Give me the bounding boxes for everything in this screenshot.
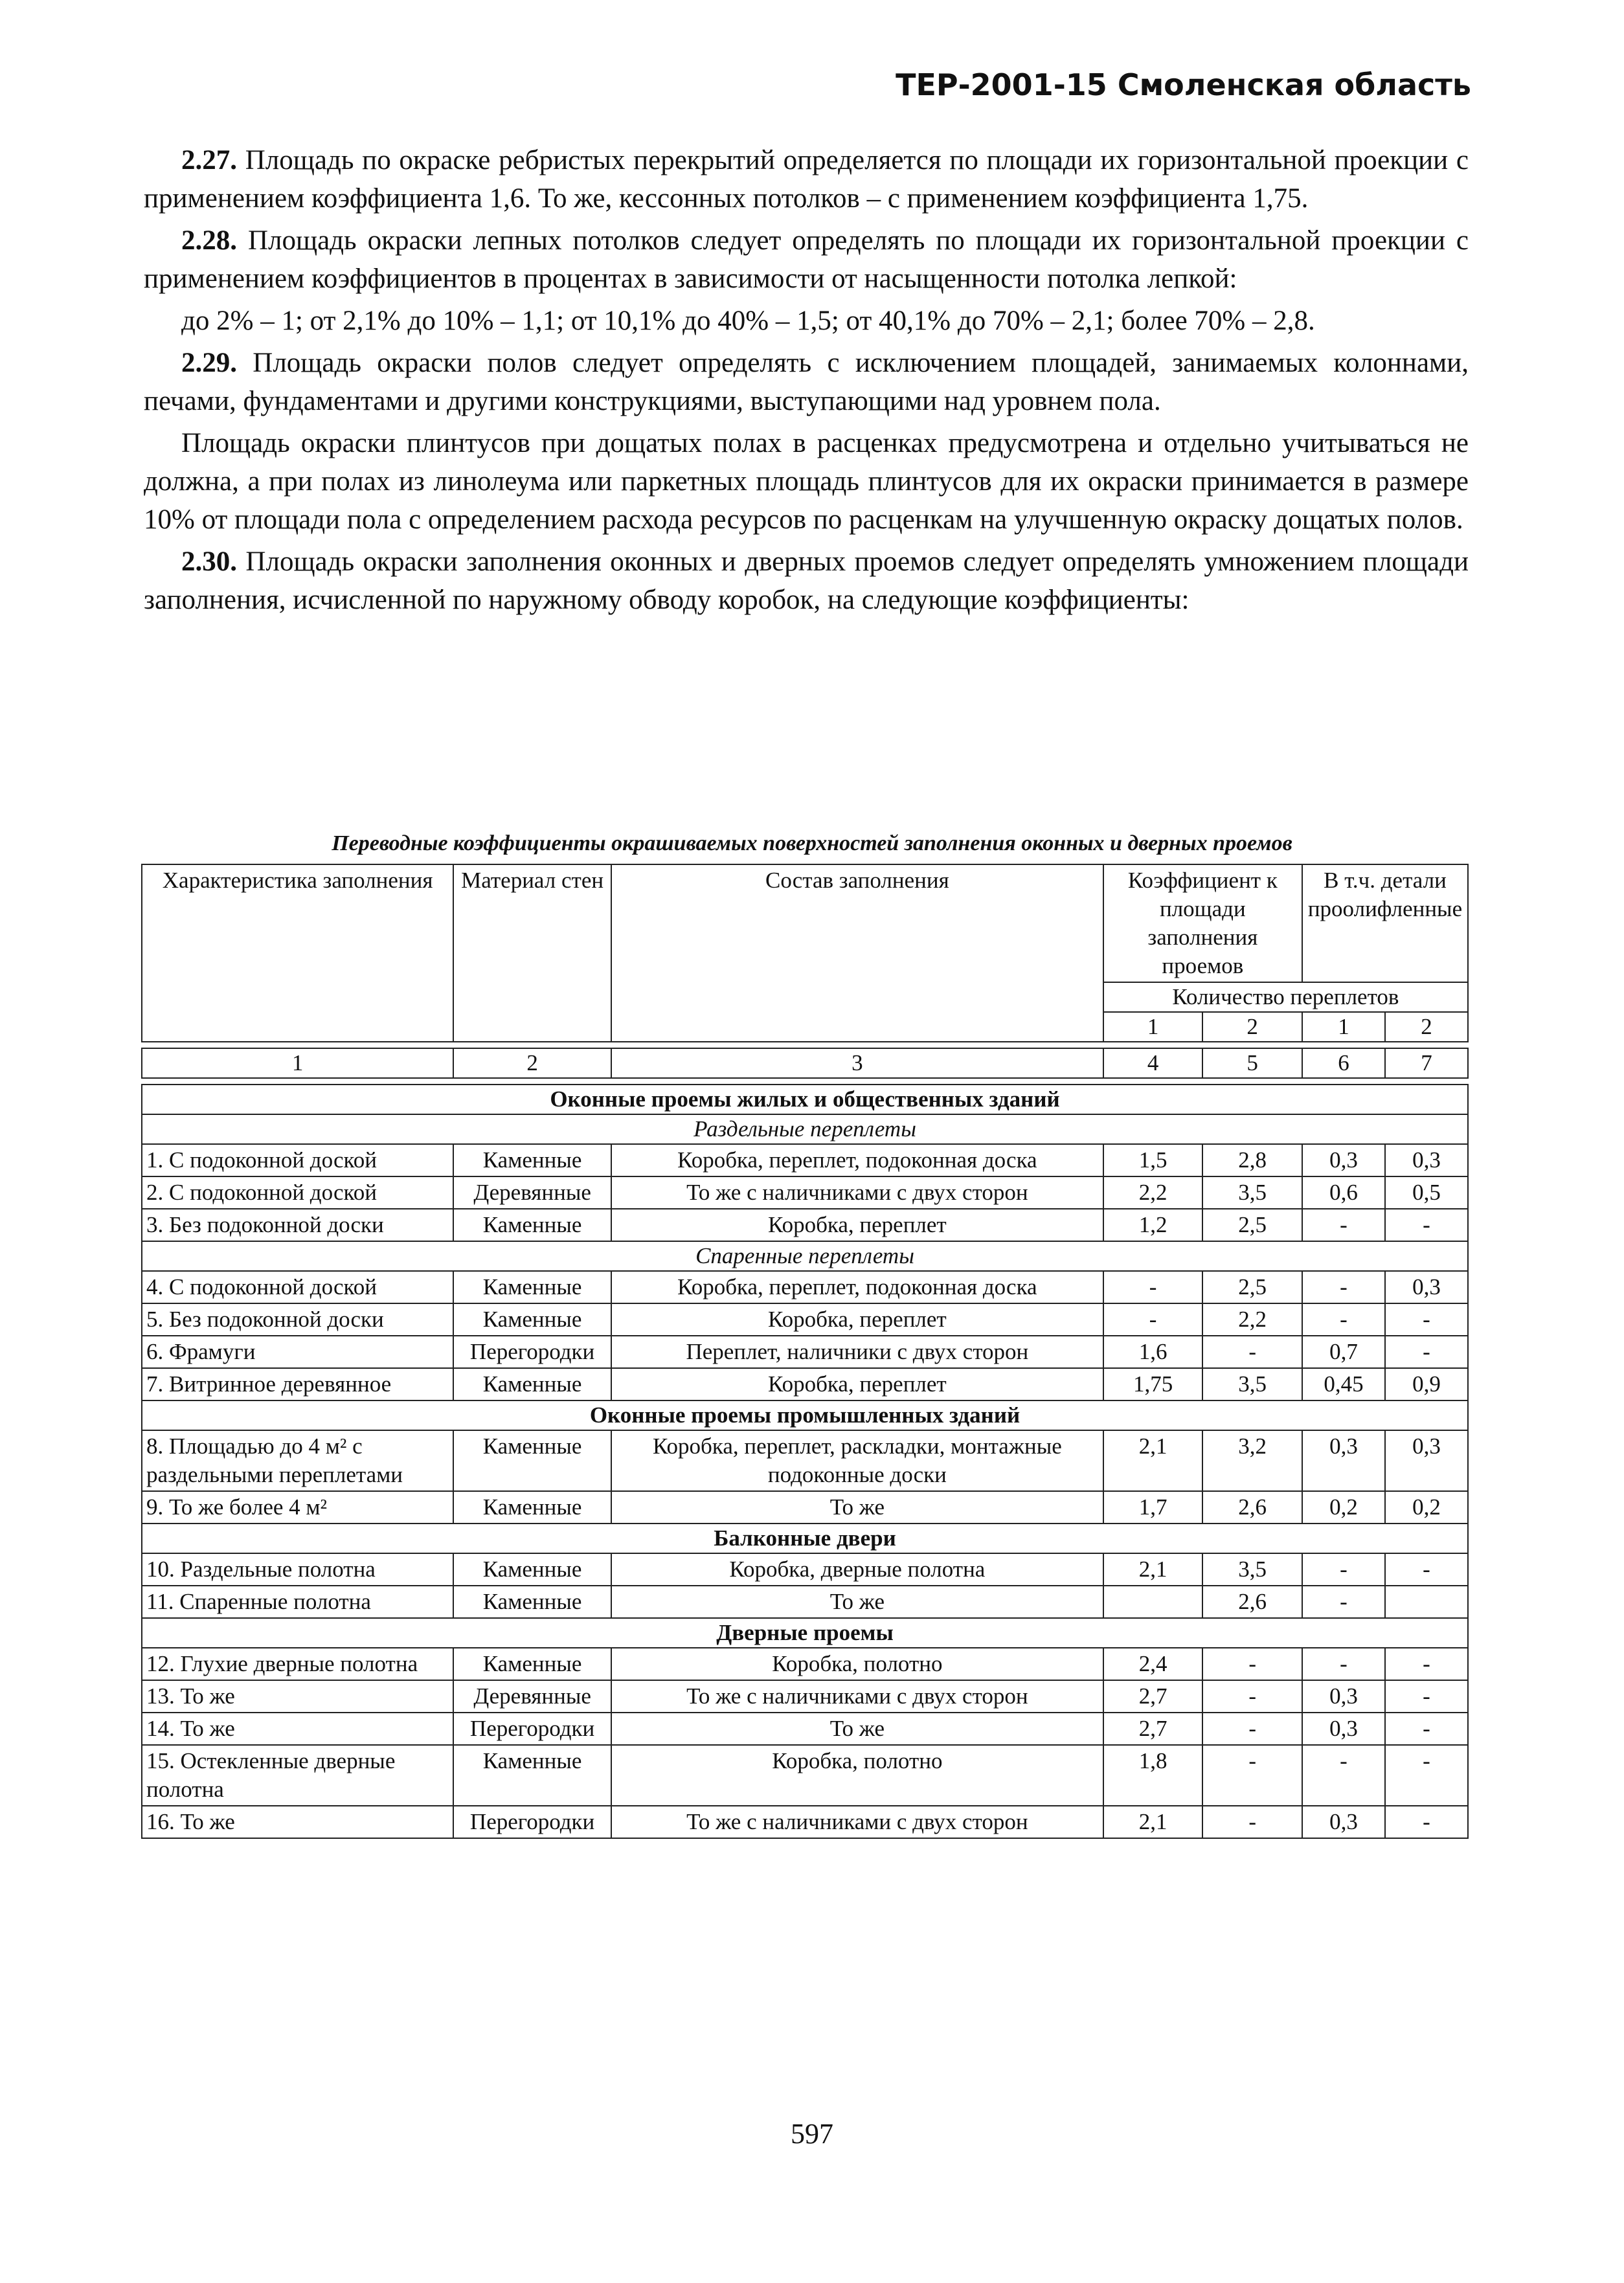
cell-value: 2,7 (1103, 1680, 1203, 1713)
cell-composition: Коробка, полотно (611, 1745, 1103, 1806)
cell-name: 13. То же (142, 1680, 453, 1713)
table-row (142, 1271, 1468, 1303)
table-row (142, 1336, 1468, 1368)
col-number: 2 (453, 1048, 611, 1078)
cell-value: 1,8 (1103, 1745, 1203, 1806)
cell-value: - (1202, 1648, 1302, 1680)
cell-value: 0,45 (1302, 1368, 1385, 1400)
cell-composition: Коробка, переплет (611, 1368, 1103, 1400)
cell-material: Деревянные (453, 1680, 611, 1713)
cell-name: 7. Витринное деревянное (142, 1368, 453, 1400)
cell-value: - (1385, 1553, 1468, 1586)
cell-material: Каменные (453, 1368, 611, 1400)
cell-material: Каменные (453, 1553, 611, 1586)
cell-value: - (1302, 1586, 1385, 1618)
cell-value: - (1302, 1303, 1385, 1336)
cell-value (1103, 1586, 1203, 1618)
cell-value: - (1103, 1271, 1203, 1303)
cell-composition: То же с наличниками с двух сторон (611, 1806, 1103, 1838)
cell-value: 1,2 (1103, 1209, 1203, 1241)
table-row (142, 1144, 1468, 1176)
cell-value: - (1385, 1209, 1468, 1241)
cell-name: 14. То же (142, 1713, 453, 1745)
cell-value: - (1385, 1336, 1468, 1368)
cell-composition: То же с наличниками с двух сторон (611, 1680, 1103, 1713)
cell-composition: То же (611, 1713, 1103, 1745)
cell-value: 0,7 (1302, 1336, 1385, 1368)
header-composition: Состав заполнения (611, 864, 1103, 1042)
cell-value: 2,2 (1103, 1176, 1203, 1209)
cell-value: 0,3 (1385, 1430, 1468, 1491)
cell-composition: То же (611, 1491, 1103, 1524)
cell-value: 2,8 (1202, 1144, 1302, 1176)
cell-value: 2,5 (1202, 1209, 1302, 1241)
cell-name: 8. Площадью до 4 м² с раздельными переплетами (142, 1430, 453, 1491)
col-number: 7 (1385, 1048, 1468, 1078)
coefficients-table (141, 864, 1469, 1839)
cell-name: 4. С подоконной доской (142, 1271, 453, 1303)
cell-material: Перегородки (453, 1336, 611, 1368)
cell-name: 12. Глухие дверные полотна (142, 1648, 453, 1680)
cell-material: Каменные (453, 1144, 611, 1176)
col-number: 1 (142, 1048, 453, 1078)
cell-value: - (1385, 1713, 1468, 1745)
cell-composition: Коробка, переплет, раскладки, монтажные подоконные доски (611, 1430, 1103, 1491)
paragraph-2-29: 2.29. Площадь окраски полов следует определять с исключением площадей, занимаемых колоннами, печами, фундаментами и другими конструкциями, выступающими над уровнем пола. (144, 348, 1469, 416)
cell-composition: Коробка, переплет (611, 1209, 1103, 1241)
table-row (142, 1553, 1468, 1586)
paragraph-2-30: 2.30. Площадь окраски заполнения оконных и дверных проемов следует определять умножением площади заполнения, исчисленной по наружному обводу коробок, на следующие коэффициенты: (144, 546, 1469, 615)
table-row (142, 1209, 1468, 1241)
section-heading: Дверные проемы (142, 1618, 1468, 1648)
cell-value: 0,6 (1302, 1176, 1385, 1209)
header-sub-4: 2 (1385, 1012, 1468, 1042)
cell-material: Деревянные (453, 1176, 611, 1209)
cell-value: - (1202, 1336, 1302, 1368)
cell-value: - (1202, 1806, 1302, 1838)
cell-name: 16. То же (142, 1806, 453, 1838)
cell-value: 1,6 (1103, 1336, 1203, 1368)
header-profiled: В т.ч. детали проолифленные (1302, 864, 1468, 982)
cell-value (1385, 1586, 1468, 1618)
table-row (142, 1745, 1468, 1806)
section-heading: Оконные проемы промышленных зданий (142, 1400, 1468, 1430)
cell-value: 0,5 (1385, 1176, 1468, 1209)
subsection-heading: Спаренные переплеты (142, 1241, 1468, 1271)
cell-name: 9. То же более 4 м² (142, 1491, 453, 1524)
subsection-heading: Раздельные переплеты (142, 1114, 1468, 1144)
header-sub-1: 1 (1103, 1012, 1203, 1042)
header-characteristic: Характеристика заполнения (142, 864, 453, 1042)
cell-value: - (1385, 1648, 1468, 1680)
body-text (144, 141, 1469, 623)
cell-value: 2,6 (1202, 1491, 1302, 1524)
cell-value: 2,5 (1202, 1271, 1302, 1303)
cell-composition: Переплет, наличники с двух сторон (611, 1336, 1103, 1368)
cell-value: 3,5 (1202, 1176, 1302, 1209)
header-material: Материал стен (453, 864, 611, 1042)
table-row (142, 1680, 1468, 1713)
cell-name: 2. С подоконной доской (142, 1176, 453, 1209)
section-heading: Оконные проемы жилых и общественных зданий (142, 1085, 1468, 1114)
cell-value: - (1302, 1209, 1385, 1241)
table-row (142, 1303, 1468, 1336)
cell-value: - (1302, 1271, 1385, 1303)
table-row (142, 1806, 1468, 1838)
header-sub-2: 2 (1202, 1012, 1302, 1042)
cell-material: Перегородки (453, 1806, 611, 1838)
table-row (142, 1648, 1468, 1680)
cell-name: 10. Раздельные полотна (142, 1553, 453, 1586)
cell-name: 1. С подоконной доской (142, 1144, 453, 1176)
cell-material: Каменные (453, 1430, 611, 1491)
header-frames-count: Количество переплетов (1103, 982, 1468, 1012)
running-header: ТЕР-2001-15 Смоленская область (896, 67, 1471, 102)
cell-value: - (1302, 1745, 1385, 1806)
cell-value: - (1202, 1713, 1302, 1745)
cell-value: 3,2 (1202, 1430, 1302, 1491)
cell-value: 2,4 (1103, 1648, 1203, 1680)
cell-value: 1,75 (1103, 1368, 1203, 1400)
cell-value: - (1385, 1745, 1468, 1806)
table-row (142, 1176, 1468, 1209)
cell-value: 0,3 (1385, 1271, 1468, 1303)
header-coef-area: Коэффициент к площади заполнения проемов (1103, 864, 1302, 982)
cell-value: 0,3 (1385, 1144, 1468, 1176)
cell-material: Каменные (453, 1648, 611, 1680)
cell-value: - (1385, 1806, 1468, 1838)
spacer-row (142, 1078, 1468, 1085)
cell-value: 0,2 (1302, 1491, 1385, 1524)
cell-value: 0,9 (1385, 1368, 1468, 1400)
section-heading: Балконные двери (142, 1524, 1468, 1553)
cell-name: 6. Фрамуги (142, 1336, 453, 1368)
cell-value: 2,1 (1103, 1430, 1203, 1491)
cell-value: - (1385, 1680, 1468, 1713)
cell-value: 3,5 (1202, 1368, 1302, 1400)
cell-name: 3. Без подоконной доски (142, 1209, 453, 1241)
cell-material: Каменные (453, 1271, 611, 1303)
table-row (142, 1491, 1468, 1524)
cell-value: - (1302, 1648, 1385, 1680)
col-number: 5 (1202, 1048, 1302, 1078)
cell-value: - (1202, 1745, 1302, 1806)
cell-name: 15. Остекленные дверные полотна (142, 1745, 453, 1806)
table-row (142, 1430, 1468, 1491)
cell-value: 0,2 (1385, 1491, 1468, 1524)
cell-material: Каменные (453, 1586, 611, 1618)
paragraph-percent-list: до 2% – 1; от 2,1% до 10% – 1,1; от 10,1% до 40% – 1,5; от 40,1% до 70% – 2,1; более 70% – 2,8. (181, 306, 1315, 336)
table-row (142, 1586, 1468, 1618)
cell-composition: Коробка, полотно (611, 1648, 1103, 1680)
cell-value: 3,5 (1202, 1553, 1302, 1586)
paragraph-plinths: Площадь окраски плинтусов при дощатых полах в расценках предусмотрена и отдельно учитываться не должна, а при полах из линолеума или паркетных площадь плинтусов для их окраски принимается в размере 10% от площади пола с определением расхода ресурсов по расценкам на улучшенную окраску дощатых полов. (144, 428, 1469, 535)
cell-value: 2,6 (1202, 1586, 1302, 1618)
col-number: 3 (611, 1048, 1103, 1078)
cell-composition: Коробка, дверные полотна (611, 1553, 1103, 1586)
cell-value: 1,5 (1103, 1144, 1203, 1176)
table-row (142, 1713, 1468, 1745)
cell-value: 2,1 (1103, 1806, 1203, 1838)
spacer-row (142, 1042, 1468, 1048)
cell-value: 2,1 (1103, 1553, 1203, 1586)
cell-material: Каменные (453, 1491, 611, 1524)
cell-material: Перегородки (453, 1713, 611, 1745)
cell-value: 0,3 (1302, 1713, 1385, 1745)
cell-material: Каменные (453, 1209, 611, 1241)
table-row (142, 1368, 1468, 1400)
cell-composition: Коробка, переплет, подоконная доска (611, 1271, 1103, 1303)
page-number: 597 (791, 2118, 833, 2150)
cell-value: 0,3 (1302, 1680, 1385, 1713)
column-numbers-row (142, 1048, 1468, 1078)
cell-material: Каменные (453, 1303, 611, 1336)
cell-value: 0,3 (1302, 1430, 1385, 1491)
cell-composition: Коробка, переплет, подоконная доска (611, 1144, 1103, 1176)
paragraph-2-28: 2.28. Площадь окраски лепных потолков следует определять по площади их горизонтальной проекции с применением коэффициентов в процентах в зависимости от насыщенности потолка лепкой: (144, 225, 1469, 294)
col-number: 6 (1302, 1048, 1385, 1078)
cell-value: - (1302, 1553, 1385, 1586)
cell-name: 11. Спаренные полотна (142, 1586, 453, 1618)
cell-composition: Коробка, переплет (611, 1303, 1103, 1336)
col-number: 4 (1103, 1048, 1203, 1078)
cell-composition: То же с наличниками с двух сторон (611, 1176, 1103, 1209)
header-sub-3: 1 (1302, 1012, 1385, 1042)
cell-value: 2,2 (1202, 1303, 1302, 1336)
cell-value: - (1202, 1680, 1302, 1713)
table-title: Переводные коэффициенты окрашиваемых поверхностей заполнения оконных и дверных проемов (332, 831, 1292, 855)
cell-value: - (1385, 1303, 1468, 1336)
cell-material: Каменные (453, 1745, 611, 1806)
cell-value: 1,7 (1103, 1491, 1203, 1524)
cell-value: 0,3 (1302, 1144, 1385, 1176)
cell-value: 2,7 (1103, 1713, 1203, 1745)
paragraph-2-27: 2.27. Площадь по окраске ребристых перекрытий определяется по площади их горизонтальной проекции с применением коэффициента 1,6. То же, кессонных потолков – с применением коэффициента 1,75. (144, 145, 1469, 214)
cell-composition: То же (611, 1586, 1103, 1618)
cell-value: 0,3 (1302, 1806, 1385, 1838)
cell-name: 5. Без подоконной доски (142, 1303, 453, 1336)
table-header-row (142, 864, 1468, 982)
cell-value: - (1103, 1303, 1203, 1336)
